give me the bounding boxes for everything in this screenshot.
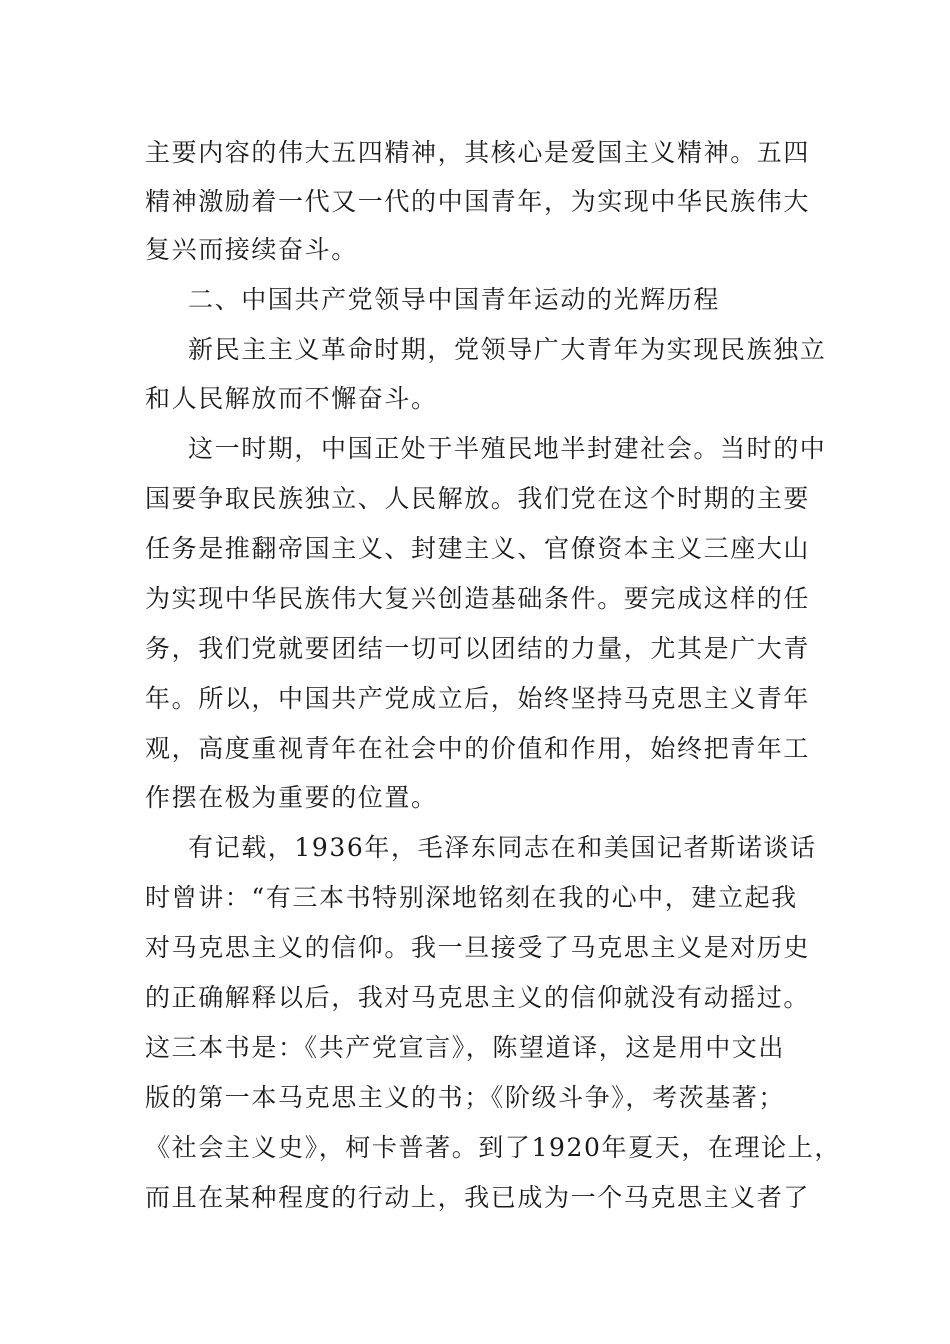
text-line: 新民主主义革命时期，党领导广大青年为实现民族独立: [188, 335, 827, 364]
text-line: 为实现中华民族伟大复兴创造基础条件。要完成这样的任: [145, 584, 811, 613]
text-line: 《社会主义史》，柯卡普著。到了1920年夏天，在理论上，: [145, 1133, 841, 1162]
text-line: 版的第一本马克思主义的书；《阶级斗争》，考茨基著；: [145, 1083, 786, 1112]
text-line: 观，高度重视青年在社会中的价值和作用，始终把青年工: [145, 734, 811, 763]
text-line: 年。所以，中国共产党成立后，始终坚持马克思主义青年: [145, 684, 811, 713]
text-line: 和人民解放而不懈奋斗。: [145, 384, 438, 413]
text-line: 而且在某种程度的行动上，我已成为一个马克思主义者了: [145, 1183, 811, 1212]
text-line: 时曾讲：“有三本书特别深地铭刻在我的心中，建立起我: [145, 883, 798, 912]
text-line: 这一时期，中国正处于半殖民地半封建社会。当时的中: [188, 434, 827, 463]
text-line: 务，我们党就要团结一切可以团结的力量，尤其是广大青: [145, 634, 811, 663]
text-line: 有记载，1936年，毛泽东同志在和美国记者斯诺谈话: [188, 833, 817, 862]
text-line: 对马克思主义的信仰。我一旦接受了马克思主义是对历史: [145, 933, 811, 962]
text-line: 这三本书是：《共产党宣言》，陈望道译，这是用中文出: [145, 1033, 786, 1062]
text-line: 任务是推翻帝国主义、封建主义、官僚资本主义三座大山: [145, 534, 811, 563]
section-heading: 二、中国共产党领导中国青年运动的光辉历程: [188, 285, 721, 314]
text-line: 的正确解释以后，我对马克思主义的信仰就没有动摇过。: [145, 983, 811, 1012]
text-line: 精神激励着一代又一代的中国青年，为实现中华民族伟大: [145, 187, 811, 216]
text-line: 主要内容的伟大五四精神，其核心是爱国主义精神。五四: [145, 138, 811, 167]
text-line: 作摆在极为重要的位置。: [145, 783, 438, 812]
text-line: 复兴而接续奋斗。: [145, 235, 358, 264]
text-line: 国要争取民族独立、人民解放。我们党在这个时期的主要: [145, 484, 811, 513]
